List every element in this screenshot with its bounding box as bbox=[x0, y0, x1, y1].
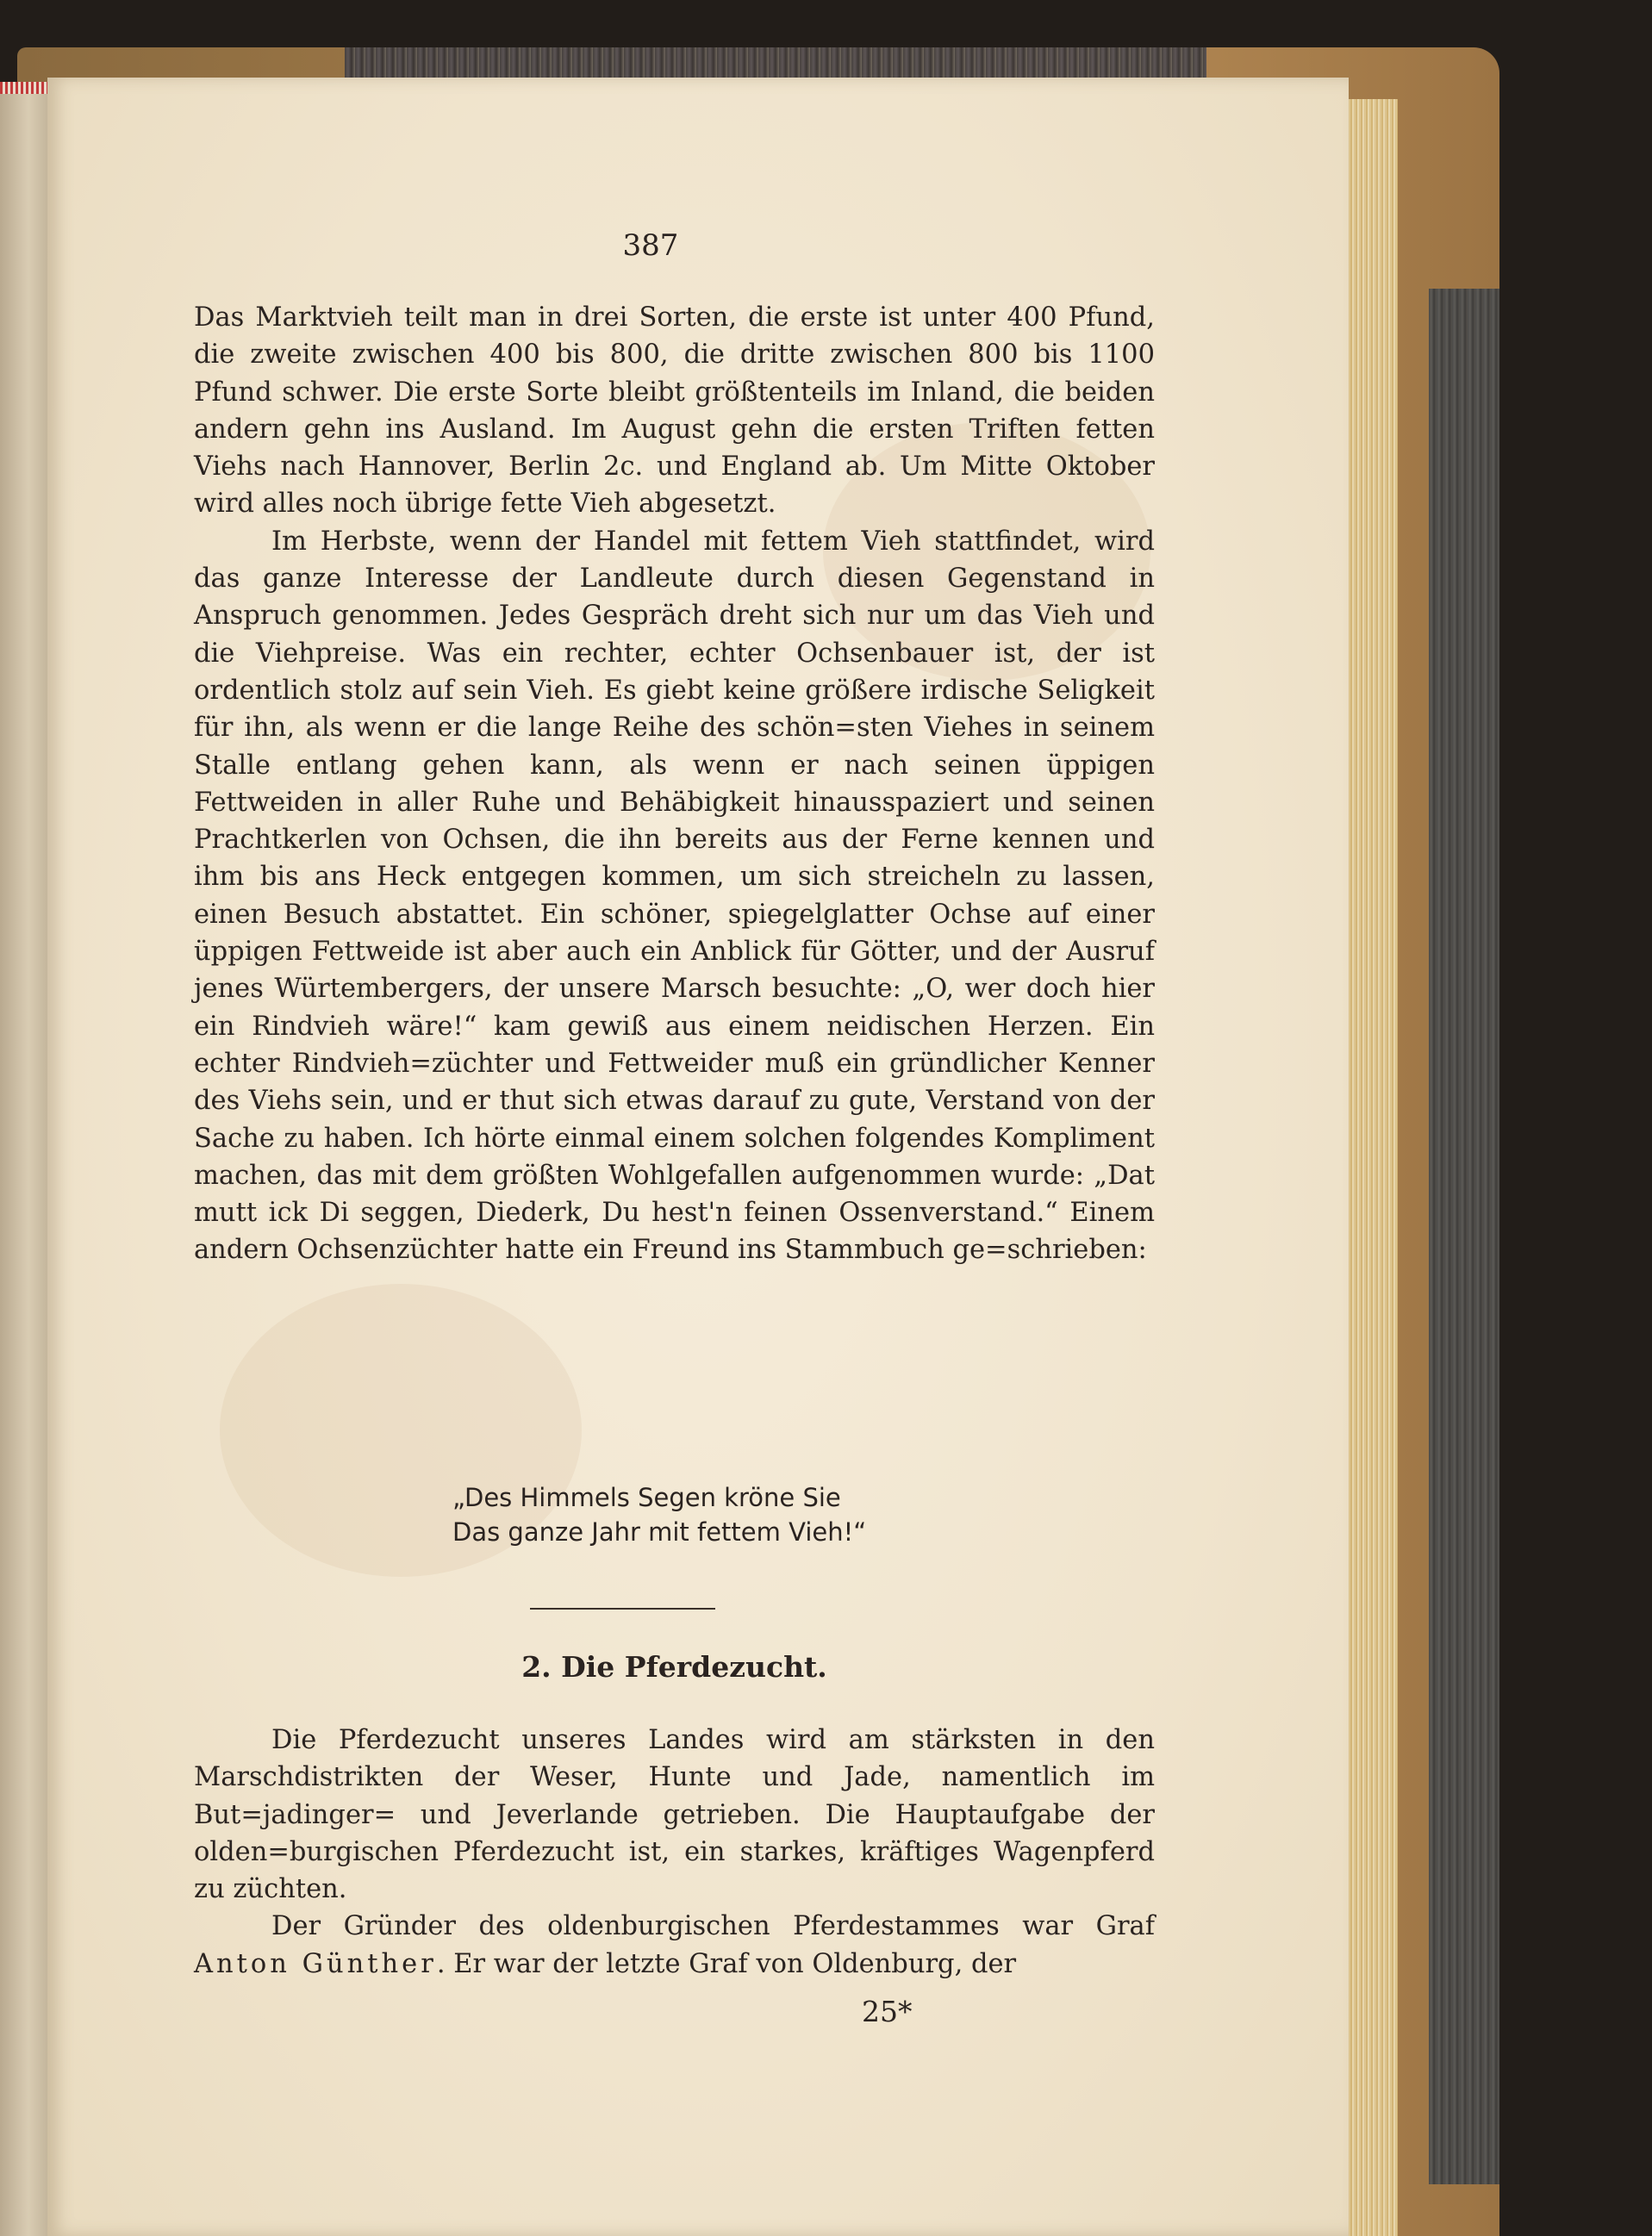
paragraph-marktvieh: Das Marktvieh teilt man in drei Sorten, die erste ist unter 400 Pfund, die zweite zwischen 400 bis 800, die dritte zwischen 800 bis 1100 Pfund schwer. Die erste Sorte bleibt größtenteils im Inland, die beiden andern gehn ins Ausland. Im August gehn die ersten Triften fetten Viehs nach Hannover, Berlin 2c. und England ab. Um Mitte Oktober wird alles noch übrige fette Vieh abgesetzt. bbox=[194, 302, 1155, 520]
signature-mark: 25* bbox=[862, 1995, 913, 2028]
paragraph-gruender bbox=[194, 1908, 1155, 1983]
quote-line-1: „Des Himmels Segen kröne Sie bbox=[452, 1483, 841, 1512]
gruender-text-before: Der Gründer des oldenburgischen Pferdestammes war Graf bbox=[271, 1911, 1155, 1942]
book-page bbox=[47, 78, 1349, 2236]
left-page-ribbon bbox=[0, 82, 52, 94]
gruender-text-after: . Er war der letzte Graf von Oldenburg, der bbox=[436, 1948, 1017, 1979]
page-stack-edge bbox=[1344, 99, 1398, 2236]
cover-spine-edge bbox=[1429, 289, 1499, 2184]
name-anton-guenther: Anton Günther bbox=[194, 1948, 437, 1979]
section-heading: 2. Die Pferdezucht. bbox=[521, 1650, 827, 1684]
section-body-text bbox=[194, 1722, 1155, 1983]
body-text bbox=[194, 299, 1155, 1269]
paragraph-pferdezucht: Die Pferdezucht unseres Landes wird am stärksten in den Marschdistrikten der Weser, Hunte und Jade, namentlich im But=jadinger= und Jeverlande getrieben. Die Hauptaufgabe der olden=burgischen Pferdezucht ist, ein starkes, kräftiges Wagenpferd zu züchten. bbox=[194, 1725, 1155, 1905]
paragraph-herbste: Im Herbste, wenn der Handel mit fettem Vieh stattfindet, wird das ganze Interesse der Landleute durch diesen Gegenstand in Anspruch genommen. Jedes Gespräch dreht sich nur um das Vieh und die Viehpreise. Was ein rechter, echter Ochsenbauer ist, der ist ordentlich stolz auf sein Vieh. Es giebt keine größere irdische Seligkeit für ihn, als wenn er die lange Reihe des schön=sten Viehes in seinem Stalle entlang gehen kann, als wenn er nach seinen üppigen Fettweiden in aller Ruhe und Behäbigkeit hinausspaziert und seinen Prachtkerlen von Ochsen, die ihn bereits aus der Ferne kennen und ihm bis ans Heck entgegen kommen, um sich streicheln zu lassen, einen Besuch abstattet. Ein schöner, spiegelglatter Ochse auf einer üppigen Fettweide ist aber auch ein Anblick für Götter, und der Ausruf jenes Würtembergers, der unsere Marsch besuchte: „O, wer doch hier ein Rindvieh wäre!“ kam gewiß aus einem neidischen Herzen. Ein echter Rindvieh=züchter und Fettweider muß ein gründlicher Kenner des Viehs sein, und er thut sich etwas darauf zu gute, Verstand von der Sache zu haben. Ich hörte einmal einem solchen folgendes Kompliment machen, das mit dem größten Wohlgefallen aufgenommen wurde: „Dat mutt ick Di seggen, Diederk, Du hest'n feinen Ossenverstand.“ Einem andern Ochsenzüchter hatte ein Freund ins Stammbuch ge=schrieben: bbox=[194, 526, 1155, 1266]
left-page-edge bbox=[0, 82, 47, 2236]
page-number: 387 bbox=[622, 228, 679, 263]
stammbuch-quote bbox=[452, 1480, 1056, 1549]
section-divider bbox=[530, 1608, 715, 1610]
quote-line-2: Das ganze Jahr mit fettem Vieh!“ bbox=[452, 1517, 867, 1547]
